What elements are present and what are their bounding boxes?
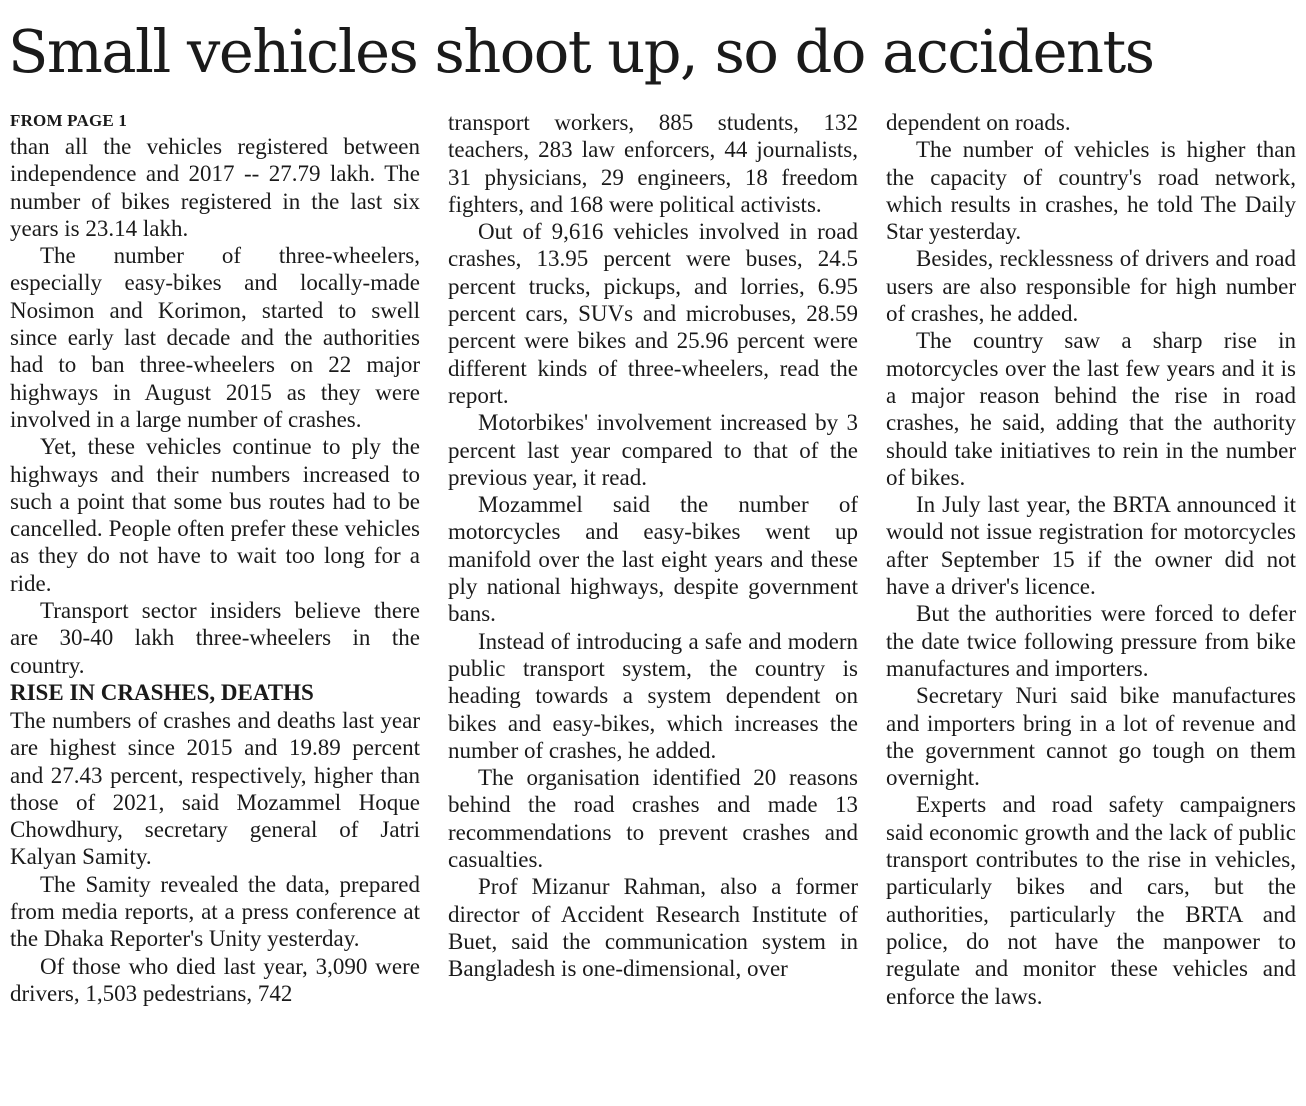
paragraph: But the authorities were forced to defer the date twice following pressure from bike manufactures and importers.: [886, 601, 1296, 681]
paragraph: Out of 9,616 vehicles involved in road crashes, 13.95 percent were buses, 24.5 percent trucks, pickups, and lorries, 6.95 percent cars, SUVs and microbuses, 28.59 percent were bikes and 25.96 percent were different kinds of three-wheelers, read the report.: [448, 219, 858, 408]
paragraph: than all the vehicles registered between independence and 2017 -- 27.79 lakh. The number of bikes registered in the last six years is 23.14 lakh.: [10, 134, 420, 241]
headline: Small vehicles shoot up, so do accidents: [8, 17, 1154, 86]
column-1: [10, 109, 420, 1007]
paragraph: In July last year, the BRTA announced it would not issue registration for motorcycles after September 15 if the owner did not have a driver's licence.: [886, 492, 1296, 600]
paragraph: The organisation identified 20 reasons behind the road crashes and made 13 recommendations to prevent crashes and casualties.: [448, 765, 858, 873]
column-2: [448, 109, 858, 983]
paragraph: Of those who died last year, 3,090 were drivers, 1,503 pedestrians, 742: [10, 953, 420, 1006]
paragraph: Prof Mizanur Rahman, also a former director of Accident Research Institute of Buet, said the communication system in Bangladesh is one-dimensional, over: [448, 874, 858, 982]
paragraph: Motorbikes' involvement increased by 3 percent last year compared to that of the previous year, it read.: [448, 410, 858, 490]
column-3: [886, 109, 1296, 1010]
paragraph: Experts and road safety campaigners said economic growth and the lack of public transport contributes to the rise in vehicles, particularly bikes and cars, but the authorities, particularly the BRTA and police, do not have the manpower to regulate and monitor these vehicles and enforce the laws.: [886, 792, 1296, 1009]
paragraph: transport workers, 885 students, 132 teachers, 283 law enforcers, 44 journalists, 31 physicians, 29 engineers, 18 freedom fighters, and 168 were political activists.: [448, 110, 858, 217]
paragraph: dependent on roads.: [886, 110, 1071, 135]
paragraph: Yet, these vehicles continue to ply the highways and their numbers increased to such a point that some bus routes had to be cancelled. People often prefer these vehicles as they do not have to wait too long for a ride.: [10, 434, 420, 596]
paragraph: The Samity revealed the data, prepared from media reports, at a press conference at the Dhaka Reporter's Unity yesterday.: [10, 871, 420, 952]
paragraph: The number of three-wheelers, especially easy-bikes and locally-made Nosimon and Korimon, started to swell since early last decade and the authorities had to ban three-wheelers on 22 major highways in August 2015 as they were involved in a large number of crashes.: [10, 243, 420, 432]
subhead-rise-in-crashes: RISE IN CRASHES, DEATHS: [10, 679, 314, 705]
kicker-from-page-1: FROM PAGE 1: [10, 111, 128, 130]
paragraph: The country saw a sharp rise in motorcycles over the last few years and it is a major reason behind the rise in road crashes, he said, adding that the authority should take initiatives to rein in the number of bikes.: [886, 328, 1296, 490]
paragraph: The numbers of crashes and deaths last year are highest since 2015 and 19.89 percent and 27.43 percent, respectively, higher than those of 2021, said Mozammel Hoque Chowdhury, secretary general of Jatri Kalyan Samity.: [10, 707, 420, 870]
paragraph: Instead of introducing a safe and modern public transport system, the country is heading towards a system dependent on bikes and easy-bikes, which increases the number of crashes, he added.: [448, 628, 858, 763]
paragraph: Mozammel said the number of motorcycles and easy-bikes went up manifold over the last eight years and these ply national highways, despite government bans.: [448, 492, 858, 627]
paragraph: Besides, recklessness of drivers and road users are also responsible for high number of crashes, he added.: [886, 246, 1296, 327]
paragraph: Transport sector insiders believe there are 30-40 lakh three-wheelers in the country.: [10, 598, 420, 678]
paragraph: Secretary Nuri said bike manufactures and importers bring in a lot of revenue and the government cannot go tough on them overnight.: [886, 683, 1296, 791]
paragraph: The number of vehicles is higher than the capacity of country's road network, which results in crashes, he told The Daily Star yesterday.: [886, 137, 1296, 245]
